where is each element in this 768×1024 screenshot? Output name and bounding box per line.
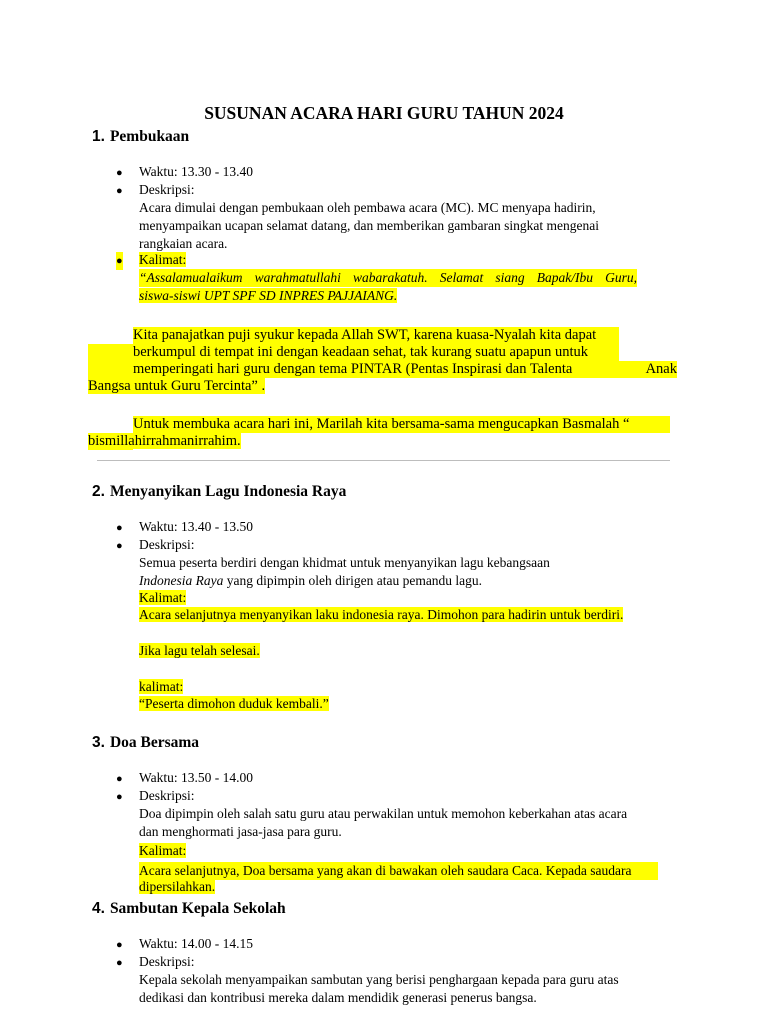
bullet-icon: ● (116, 167, 123, 179)
document-title: SUSUNAN ACARA HARI GURU TAHUN 2024 (204, 103, 564, 123)
deskripsi-line: Indonesia Raya yang dipimpin oleh dirigen atau pemandu lagu. (139, 573, 483, 588)
bullet-icon: ● (116, 957, 123, 969)
waktu-text: Waktu: 13.40 - 13.50 (139, 519, 254, 534)
speech-line: Untuk membuka acara hari ini, Marilah kita bersama-sama mengucapkan Basmalah “ (133, 416, 670, 433)
deskripsi-label: Deskripsi: (139, 954, 195, 969)
section-number: 2. (92, 483, 105, 500)
kalimat-label: kalimat: (139, 679, 184, 694)
waktu-text: Waktu: 13.30 - 13.40 (139, 164, 254, 179)
kalimat-line: “Peserta dimohon duduk kembali.” (139, 696, 329, 711)
waktu-text: Waktu: 14.00 - 14.15 (139, 936, 254, 951)
kalimat-line: dipersilahkan. (139, 879, 216, 894)
bullet-icon: ● (116, 185, 123, 197)
speech-line-tail: Anak (645, 361, 677, 377)
deskripsi-line: menyampaikan ucapan selamat datang, dan memberikan gambaran singkat mengenai (139, 218, 599, 233)
kalimat-line: Jika lagu telah selesai. (139, 643, 260, 658)
speech-line: berkumpul di tempat ini dengan keadaan sehat, tak kurang suatu apapun untuk (133, 344, 619, 361)
speech-line: memperingati hari guru dengan tema PINTAR (Pentas Inspirasi dan Talenta Anak (133, 361, 677, 377)
section-number: 3. (92, 734, 105, 751)
section-3-heading (92, 734, 199, 752)
section-title: Doa Bersama (109, 734, 200, 751)
deskripsi-label: Deskripsi: (139, 182, 195, 197)
deskripsi-line: dan menghormati jasa-jasa para guru. (139, 824, 342, 839)
kalimat-line: Acara selanjutnya, Doa bersama yang akan di bawakan oleh saudara Caca. Kepada saudara (139, 862, 658, 880)
bullet-icon: ● (116, 939, 123, 951)
section-number: 4. (92, 900, 105, 917)
kalimat-label: Kalimat: (139, 252, 187, 267)
deskripsi-line: rangkaian acara. (139, 236, 228, 251)
deskripsi-label: Deskripsi: (139, 788, 195, 803)
deskripsi-line: Kepala sekolah menyampaikan sambutan yang berisi penghargaan kepada para guru atas (139, 972, 619, 987)
section-title: Menyanyikan Lagu Indonesia Raya (109, 483, 347, 500)
deskripsi-line: dedikasi dan kontribusi mereka dalam mendidik generasi penerus bangsa. (139, 990, 537, 1005)
section-title: Sambutan Kepala Sekolah (109, 900, 286, 917)
speech-line: Bangsa untuk Guru Tercinta” . (88, 378, 266, 394)
bullet-icon: ● (116, 791, 123, 803)
section-divider (97, 460, 670, 461)
highlight-indent (88, 344, 133, 378)
section-title: Pembukaan (109, 128, 190, 145)
kalimat-line: “Assalamualaikum warahmatullahi wabarakatuh. Selamat siang Bapak/Ibu Guru, (139, 270, 637, 285)
deskripsi-label: Deskripsi: (139, 537, 195, 552)
kalimat-line: Acara selanjutnya menyanyikan laku indonesia raya. Dimohon para hadirin untuk berdiri. (139, 607, 624, 622)
section-4-heading (92, 900, 286, 918)
deskripsi-line: Semua peserta berdiri dengan khidmat untuk menyanyikan lagu kebangsaan (139, 555, 550, 570)
bullet-icon: ● (116, 773, 123, 785)
kalimat-line: siswa-siswi UPT SPF SD INPRES PAJJAIANG. (139, 288, 398, 303)
section-number: 1. (92, 128, 105, 145)
deskripsi-line: Doa dipimpin oleh salah satu guru atau perwakilan untuk memohon keberkahan atas acara (139, 806, 628, 821)
kalimat-label: Kalimat: (139, 590, 187, 605)
waktu-text: Waktu: 13.50 - 14.00 (139, 770, 254, 785)
bullet-icon: ● (116, 522, 123, 534)
section-2-heading (92, 483, 346, 501)
kalimat-label: Kalimat: (139, 843, 187, 858)
speech-line: Kita panajatkan puji syukur kepada Allah SWT, karena kuasa-Nyalah kita dapat (133, 327, 619, 344)
section-1-heading (92, 128, 189, 146)
bullet-icon: ● (116, 540, 123, 552)
speech-line: bismillahirrahmanirrahim. (88, 433, 241, 449)
bullet-icon: ● (116, 252, 123, 270)
deskripsi-line: Acara dimulai dengan pembukaan oleh pembawa acara (MC). MC menyapa hadirin, (139, 200, 596, 215)
